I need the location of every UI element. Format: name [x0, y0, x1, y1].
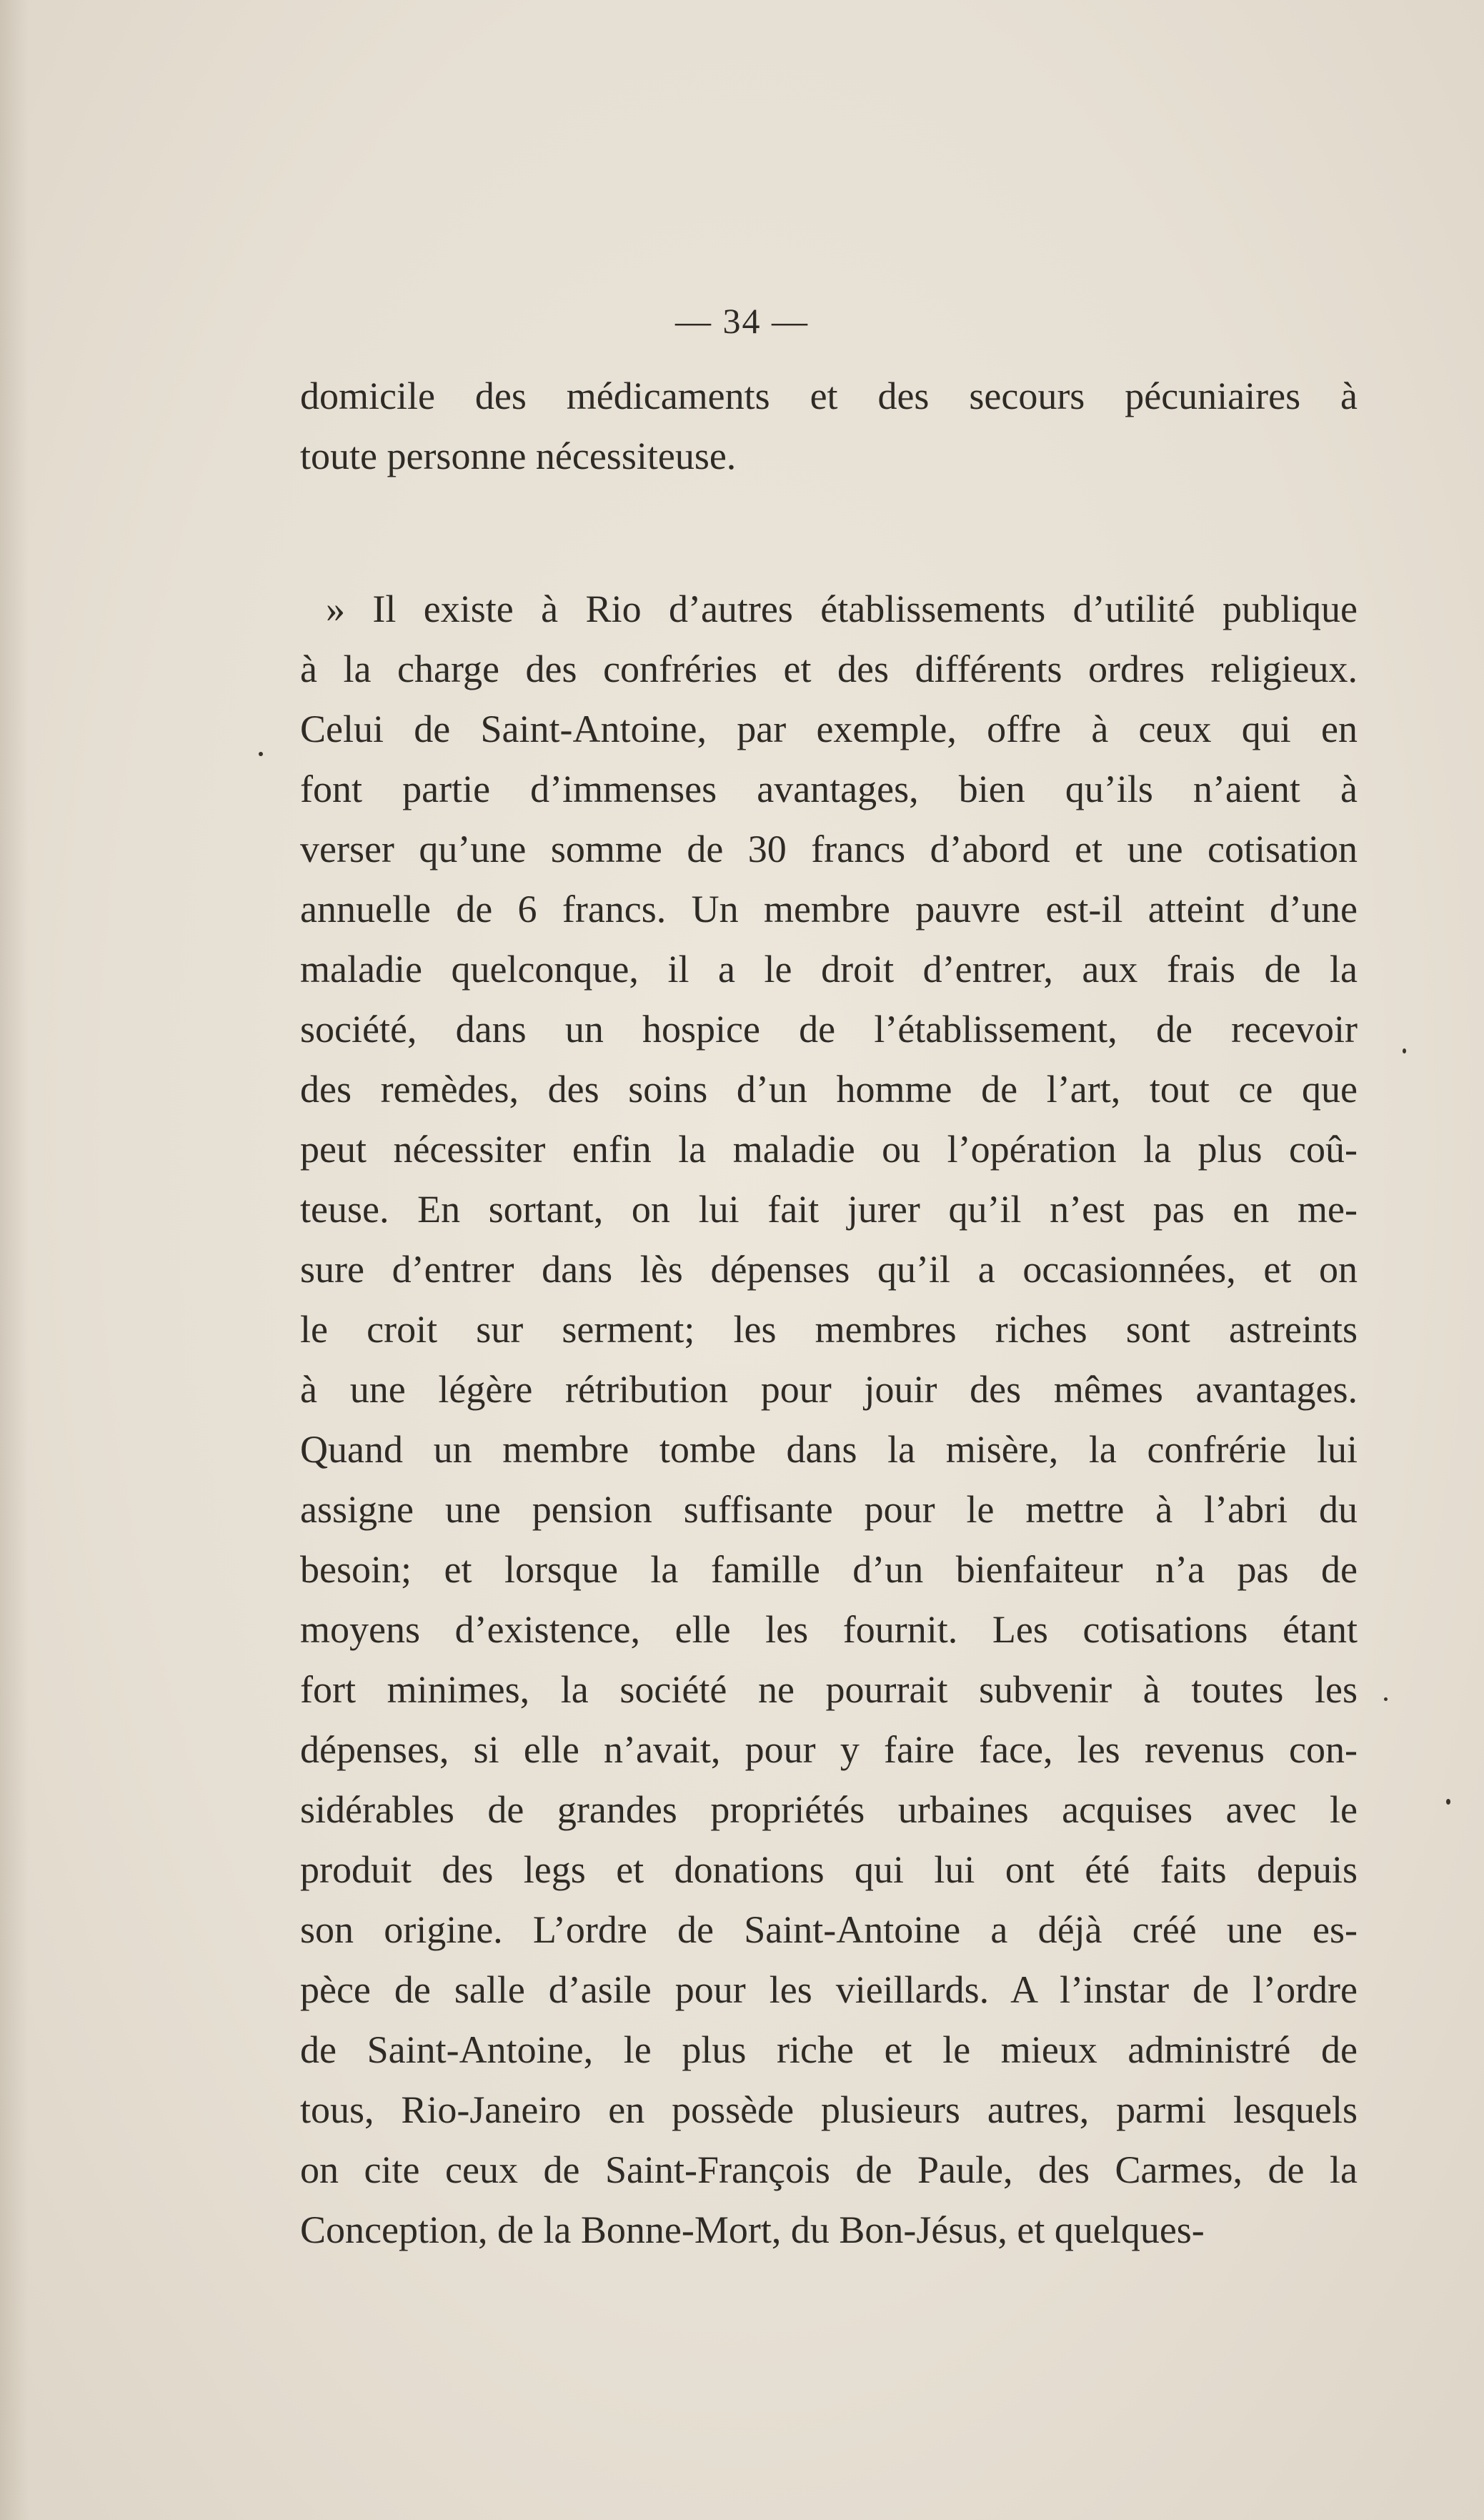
- ink-speck: [1384, 1697, 1388, 1701]
- text-line: fort minimes, la société ne pourrait subvenir à toutes les: [300, 1668, 1358, 1711]
- text-line: dépenses, si elle n’avait, pour y faire face, les revenus con-: [300, 1728, 1358, 1771]
- text-line: besoin; et lorsque la famille d’un bienfaiteur n’a pas de: [300, 1548, 1358, 1591]
- ink-speck: [1446, 1799, 1450, 1805]
- page-number: — 34 —: [675, 301, 809, 341]
- text-line: annuelle de 6 francs. Un membre pauvre est-il atteint d’une: [300, 888, 1358, 931]
- text-line: à une légère rétribution pour jouir des mêmes avantages.: [300, 1368, 1358, 1411]
- text-line: verser qu’une somme de 30 francs d’abord et une cotisation: [300, 828, 1358, 870]
- ink-speck: [1403, 1048, 1406, 1053]
- text-line: son origine. L’ordre de Saint-Antoine a déjà créé une es-: [300, 1908, 1358, 1951]
- text-line: pèce de salle d’asile pour les vieillards. A l’instar de l’ordre: [300, 1968, 1358, 2011]
- text-line: produit des legs et donations qui lui ont été faits depuis: [300, 1848, 1358, 1891]
- text-line: des remèdes, des soins d’un homme de l’art, tout ce que: [300, 1068, 1358, 1111]
- text-line: Celui de Saint-Antoine, par exemple, offre à ceux qui en: [300, 708, 1358, 750]
- text-line: moyens d’existence, elle les fournit. Les cotisations étant: [300, 1608, 1358, 1651]
- text-line: on cite ceux de Saint-François de Paule, des Carmes, de la: [300, 2148, 1358, 2191]
- text-line: toute personne nécessiteuse.: [300, 435, 737, 477]
- body-text: [300, 366, 1358, 2260]
- paragraph-gap: [300, 486, 1358, 579]
- text-line: domicile des médicaments et des secours pécuniaires à: [300, 374, 1358, 417]
- text-line: teuse. En sortant, on lui fait jurer qu’il n’est pas en me-: [300, 1188, 1358, 1231]
- text-line: font partie d’immenses avantages, bien qu’ils n’aient à: [300, 768, 1358, 810]
- text-line: sidérables de grandes propriétés urbaines acquises avec le: [300, 1788, 1358, 1831]
- text-line: assigne une pension suffisante pour le mettre à l’abri du: [300, 1488, 1358, 1531]
- ink-speck: [259, 752, 263, 756]
- text-line: maladie quelconque, il a le droit d’entrer, aux frais de la: [300, 948, 1358, 991]
- text-line: société, dans un hospice de l’établissement, de recevoir: [300, 1008, 1358, 1051]
- page-edge-shadow: [0, 0, 29, 2520]
- text-line: de Saint-Antoine, le plus riche et le mieux administré de: [300, 2028, 1358, 2071]
- text-line: » Il existe à Rio d’autres établissements d’utilité publique: [326, 587, 1358, 630]
- text-line: sure d’entrer dans lès dépenses qu’il a occasionnées, et on: [300, 1248, 1358, 1291]
- text-line: le croit sur serment; les membres riches sont astreints: [300, 1308, 1358, 1351]
- text-line: Conception, de la Bonne-Mort, du Bon-Jésus, et quelques-: [300, 2208, 1205, 2251]
- text-line: à la charge des confréries et des différents ordres religieux.: [300, 648, 1358, 690]
- text-line: tous, Rio-Janeiro en possède plusieurs autres, parmi lesquels: [300, 2088, 1358, 2131]
- text-line: peut nécessiter enfin la maladie ou l’opération la plus coû-: [300, 1128, 1358, 1171]
- text-line: Quand un membre tombe dans la misère, la confrérie lui: [300, 1428, 1358, 1471]
